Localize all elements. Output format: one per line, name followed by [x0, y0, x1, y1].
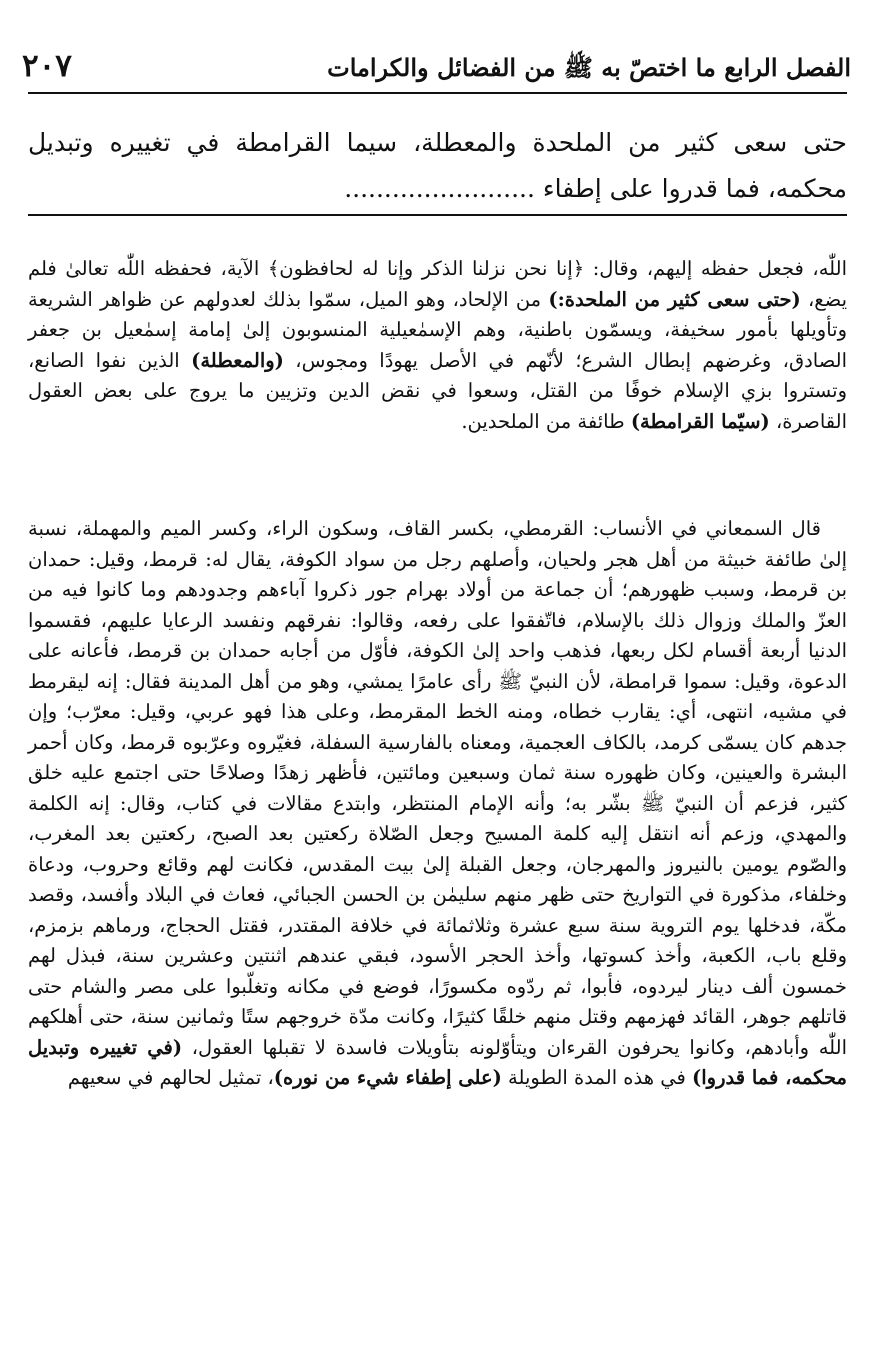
quoted-main-text: (في تغييره وتبديل محكمه، فما قدروا): [28, 1035, 847, 1089]
commentary-text: قال السمعاني في الأنساب: القرمطي، بكسر القاف، وسكون الراء، وكسر الميم والمهملة، نسبة إلىٰ طائفة خبيثة من أهل هجر ولحيان، وأصلهم رجل من سواد الكوفة، يقال له: قرمط، وقيل: حمدان بن قرمط، وسبب ظهورهم؛ أن جماعة من أولاد بهرام جور ذكروا آباءهم وجدودهم وما كانوا فيه من العزّ والملك وزوال ذلك بالإسلام، فاتّفقوا على رفعه، وقالوا: نفرقهم ونفسد الرعايا عليهم، فقسموا الدنيا أربعة أقسام لكل ربعها، فذهب واحد إلىٰ الكوفة، فأوّل من أجابه حمدان بن قرمط، فأعانه على الدعوة، وقيل: سموا قرامطة، لأن النبيّ ﷺ رأى عامرًا يمشي، وهو من أهل المدينة فقال: إنه ليقرمط في مشيه، انتهى، أي: يقارب خطاه، ومنه الخط المقرمط، وعلى هذا فهو عربي، وقيل: معرّب؛ وإن جدهم كان يسمّى كرمد، بالكاف العجمية، ومعناه بالفارسية السفلة، فغيّروه وعرّبوه قرمط، وكان أحمر البشرة والعينين، وكان ظهوره سنة ثمان وسبعين ومائتين، فأظهر زهدًا وصلاحًا حتى اجتمع عليه خلق كثير، فزعم أن النبيّ ﷺ بشّر به؛ وأنه الإمام المنتظر، وابتدع مقالات في كتاب، وقال: إنه الكلمة والمهدي، وزعم أنه انتقل إليه كلمة المسيح وجعل الصّلاة ركعتين بعد الصبح، ركعتين بعد المغرب، والصّوم يومين بالنيروز والمهرجان، وجعل القبلة إلىٰ بيت المقدس، فكانت لهم وقائع وحروب، ودعاة وخلفاء، مذكورة في التواريخ حتى ظهر منهم سليمٰن بن الحسن الجبائي، فعاث في البلاد وأفسد، وقصد مكّة، فدخلها يوم التروية سنة سبع عشرة وثلاثمائة في خلافة المقتدر، فقتل الحجاج، ورماهم بزمزم، وقلع باب، الكعبة، وأخذ كسوتها، وأخذ الحجر الأسود، فبقي عندهم اثنتين وعشرين سنة، فبذل لهم خمسون ألف دينار ليردوه، فأبوا، ثم ردّوه مكسورًا، فوضع في مكانه وتغلّبوا على مصر والشام حتى قاتلهم جوهر، القائد فهزمهم وقتل منهم خلقًا كثيرًا، وكانت مدّة خروجهم ستًا وثمانين سنة، حتى أهلكهم اللّٰه وأبادهم، وكانوا يحرفون القرءان ويتأوّلونه بتأويلات فاسدة لا تقبلها العقول،: [28, 517, 848, 1059]
commentary-paragraph-1: [28, 254, 847, 437]
commentary-text: اللّٰه، فجعل حفظه إليهم، وقال: ﴿إنا نحن نزلنا الذكر وإنا له لحافظون﴾ الآية، فحفظه اللّٰه تعالىٰ فلم يضع،: [28, 257, 847, 311]
commentary-text: من الإلحاد، وهو الميل، سمّوا بذلك لعدولهم عن ظواهر الشريعة وتأويلها بأمور سخيفة، ويسمّون باطنية، وهم الإسمٰعيلية المنسوبون إلىٰ إمامة إسمٰعيل بن جعفر الصادق، وغرضهم إبطال الشرع؛ لأنّهم في الأصل يهودًا ومجوس،: [28, 287, 847, 372]
page-header: [22, 38, 851, 90]
commentary-text: في هذه المدة الطويلة: [501, 1066, 693, 1089]
header-rule: [28, 92, 847, 94]
commentary-text: الذين نفوا الصانع، وتستروا بزي الإسلام خوفًا من القتل، وسعوا في نقض الدين وتزيين ما يروج على بعض العقول القاصرة،: [28, 348, 847, 433]
quoted-main-text: (حتى سعى كثير من الملحدة:): [548, 287, 801, 311]
commentary-text: طائفة من الملحدين.: [461, 409, 631, 433]
page-number: ٢٠٧: [22, 48, 72, 84]
quoted-main-text: (على إطفاء شيء من نوره): [273, 1066, 502, 1089]
separator-rule: [28, 214, 847, 216]
commentary-text: ، تمثيل لحالهم في سعيهم: [67, 1066, 274, 1089]
main-text-paragraph: حتى سعى كثير من الملحدة والمعطلة، سيما القرامطة في تغييره وتبديل محكمه، فما قدروا على إطفاء ........................: [28, 128, 847, 203]
quoted-main-text: (والمعطلة): [191, 348, 284, 372]
running-head: الفصل الرابع ما اختصّ به ﷺ من الفضائل والكرامات: [327, 53, 851, 82]
main-text: [28, 120, 847, 212]
quoted-main-text: (سيّما القرامطة): [630, 409, 770, 433]
commentary-paragraph-2: [28, 514, 847, 1094]
